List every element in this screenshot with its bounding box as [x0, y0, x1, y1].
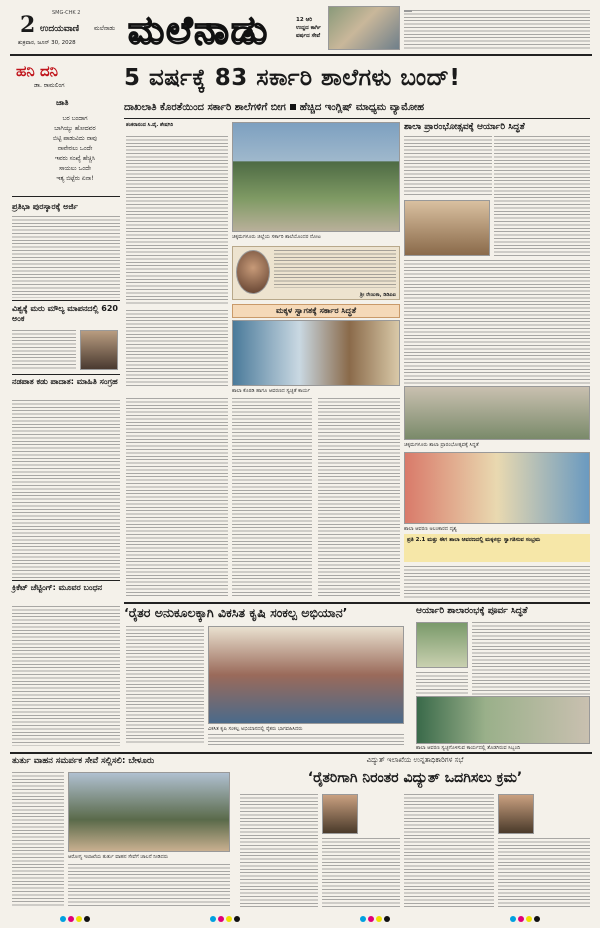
divider [10, 752, 592, 754]
poem-line: ನಾವೇರಲು ಒಂದೇ [57, 145, 93, 152]
classroom-caption: ಶಾಲಾ ಕೊಠಡಿ ಹಾಗೂ ಆವರಣದ ಸ್ವಚ್ಛತೆ ಕಾರ್ಯ [232, 388, 311, 394]
side-deck: ಶಾಲಾ ಪ್ರಾರಂಭೋತ್ಸವಕ್ಕೆ ಆರ್ಯಾರಿ ಸಿದ್ಧತೆ [404, 122, 525, 132]
right-photo-2-caption: ಚಿಕ್ಕಮಗಳೂರು ಶಾಲಾ ಪ್ರಾರಂಭೋತ್ಸವಕ್ಕೆ ಸಿದ್ಧತೆ [404, 442, 479, 448]
teaser-story-text [404, 10, 590, 50]
deck-left: ದಾಖಲಾತಿ ಕೊರತೆಯಿಂದ ಸರ್ಕಾರಿ ಶಾಲೆಗಳಿಗೆ ಬೀಗ [124, 101, 286, 113]
box-title: ಮಕ್ಕಳ ಸ್ವಾಗತಕ್ಕೆ ಸರ್ಕಾರ ಸಿದ್ಧತೆ [232, 304, 400, 318]
page-number: 2 [20, 12, 36, 38]
right-photo-3 [404, 452, 590, 524]
student-portrait [80, 330, 118, 370]
ddpi-portrait [236, 250, 270, 294]
deck-separator-icon [290, 104, 296, 110]
quote-text [274, 250, 396, 288]
quote-attribution: ಶ್ರೀ ರೇಣುಕಾ, ಡಿಡಿಪಿಐ [360, 292, 396, 298]
left-headline-2: ವಿಶ್ವಕ್ಕೆ ಮರು ಮೌಲ್ಯ ಮಾಪನದಲ್ಲಿ 620 ಅಂಕ [12, 304, 118, 323]
left-headline-1: ಪ್ರತಿಭಾ ಪುರಸ್ಕಾರಕ್ಕೆ ಅರ್ಜಿ [12, 202, 78, 211]
left-headline-3: ನಡಪಾತ ಕಡು ಪಾದಾತ: ಮಾಹಿತಿ ಸಂಗ್ರಹ [12, 377, 118, 386]
main-headline: 5 ವರ್ಷಕ್ಕೆ 83 ಸರ್ಕಾರಿ ಶಾಲೆಗಳು ಬಂದ್! [124, 65, 461, 91]
poem-line: ಇತ್ಯ ಬಿಟ್ಟೆರು ಏನಾ! [56, 175, 94, 182]
poem-line: ಸಾಯಲು ಒಂದೇ [59, 165, 91, 172]
highlight-box: ಪ್ರತಿ 2.1 ಮತ್ತು ಈಗ ಶಾಲಾ ಆವರಣದಲ್ಲಿ ಮಕ್ಕಳನ್ನು ಸ್ವಾಗತಿಸುವ ಸಂಭ್ರಮ [404, 534, 590, 562]
poem-line: ಬಿಟ್ಟಿ ಪಾಡುವಿದು ನಾವು [53, 135, 97, 142]
honi-dani-byline: ಡಾ. ರಾಮಲಿಂಗ [34, 82, 65, 89]
electricity-portrait-2 [498, 794, 534, 834]
electricity-kicker: ವಿದ್ಯುತ್ ಇಲಾಖೆಯ ಉನ್ನತಾಧಿಕಾರಿಗಳ ಸಭೆ [366, 756, 464, 764]
poem-line: ಬರ ಬಂದಾಗ [62, 115, 88, 122]
right-photo-2 [404, 386, 590, 440]
poem-line: ಇವರು ಸಂಖ್ಯೆ ಹೆಚ್ಚಿಸಿ [54, 155, 96, 162]
krishi-text-below [208, 734, 404, 746]
divider [12, 580, 120, 581]
paper-name: ಉದಯವಾಣಿ [40, 24, 80, 34]
bottom-left-photo [68, 772, 230, 852]
bottom-left-text [12, 772, 64, 908]
main-story-body-c [318, 398, 400, 598]
right-story-text-2 [494, 136, 590, 256]
classroom-photo [232, 320, 400, 386]
main-story-body-b [232, 398, 312, 598]
right-story-text-4 [404, 566, 590, 598]
aaryari-photo [416, 696, 590, 744]
aaryari-caption: ಶಾಲಾ ಆವರಣ ಸ್ವಚ್ಛಗೊಳಿಸುವ ಕಾರ್ಯದಲ್ಲಿ ತೊಡಗಿರುವ ಸಿಬ್ಬಂದಿ [416, 745, 521, 751]
main-story-col-2 [126, 310, 228, 388]
honi-dani-poem [30, 114, 120, 184]
right-photo-1 [404, 200, 490, 256]
krishi-caption: ವಿಕಸಿತ ಕೃಷಿ ಸಂಕಲ್ಪ ಅಭಿಯಾನದಲ್ಲಿ ರೈತರು ಭಾಗವಹಿಸಿದರು [208, 726, 303, 732]
left-story-3-text [12, 400, 120, 578]
paper-suffix: ಮಲೆನಾಡು [94, 25, 116, 32]
main-story-body-a [126, 398, 228, 598]
deck-row [124, 100, 590, 114]
krishi-headline: ‘ರೈತರ ಅನುಕೂಲಕ್ಕಾಗಿ ವಿಕಸಿತ ಕೃಷಿ ಸಂಕಲ್ಪ ಅಭಿಯಾನ’ [124, 605, 348, 620]
divider [12, 300, 120, 301]
left-headline-4: ಕ್ರಿಕೆಟ್ ಚೆಟ್ಟಿಂಗ್: ಮೂವರ ಬಂಧನ [12, 583, 103, 592]
krishi-text-col [126, 626, 204, 744]
school-photo [232, 122, 400, 232]
electricity-headline: ‘ರೈತರಿಗಾಗಿ ನಿರಂತರ ವಿದ್ಯುತ್ ಒದಗಿಸಲು ಕ್ರಮ’ [307, 770, 523, 786]
main-story-col-1 [126, 136, 228, 306]
honi-dani-subhead: ಜಾತಿ [56, 98, 69, 107]
electricity-text-1 [240, 794, 318, 908]
electricity-text-2 [322, 838, 400, 908]
bottom-left-caption: ಆರೋಗ್ಯ ಇಲಾಖೆಯ ತುರ್ತು ವಾಹನ ಸೇವೆಗೆ ಚಾಲನೆ ನೀಡಿದರು [68, 854, 169, 860]
honi-dani-title: ಹನಿ ದನಿ [16, 62, 58, 80]
date-line: ಶುಕ್ರವಾರ, ಜೂನ್ 30, 2028 [18, 40, 76, 46]
right-photo-3-caption: ಶಾಲಾ ಆವರಣ ಅಲಂಕಾರದ ದೃಶ್ಯ [404, 526, 457, 532]
registration-marks [0, 914, 600, 924]
teaser-photo [328, 6, 400, 50]
section-title: ಮಲೆನಾಡು [128, 7, 270, 52]
bottom-left-text-2 [68, 864, 230, 908]
edition-tag: SMG-CHK 2 [52, 10, 81, 16]
aaryari-headline: ಆರ್ಯಾರಿ ಶಾಲಾರಂಭಕ್ಕೆ ಪೂರ್ವ ಸಿದ್ಧತೆ [416, 606, 528, 616]
aaryari-photo-small [416, 622, 468, 668]
electricity-text-4 [498, 838, 590, 908]
right-story-text-1 [404, 136, 492, 196]
bottom-left-headline: ತುರ್ತು ವಾಹನ ಸಮರ್ಪಕ ಸೇವೆ ಸಲ್ಲಿಸಲಿ: ಬೇಳೂರು [12, 756, 155, 766]
divider [12, 374, 120, 375]
poem-line: ಬಾಗಿಯ್ಯು ಹೋದವರ [54, 125, 96, 132]
left-story-2-text [12, 330, 76, 370]
krishi-photo [208, 626, 404, 724]
electricity-portrait [322, 794, 358, 834]
teaser-photo-small [404, 10, 412, 12]
left-story-1-text [12, 216, 120, 298]
deck-right: ಹೆಚ್ಚಿದ ಇಂಗ್ಲಿಷ್ ಮಾಧ್ಯಮ ವ್ಯಾಮೋಹ [299, 101, 425, 113]
school-photo-caption: ಚಿಕ್ಕಮಗಳೂರು ಜಿಲ್ಲೆಯ ಸರ್ಕಾರಿ ಶಾಲೆಯೊಂದರ ನೋಟ [232, 234, 321, 240]
main-byline: ಶಂಕರಾನಂದ ಸಿ.ವೈ. ಶೇಷಗಿರಿ [126, 122, 174, 128]
masthead-rule [10, 54, 592, 56]
left-story-4-text [12, 606, 120, 746]
teaser-text: 12 ಆರಿ ಉದ್ದದ ಕಾರ್ಗಿ ವರ್ಷದ ಸೇವೆ [296, 17, 321, 39]
electricity-text-3 [404, 794, 494, 908]
divider [12, 196, 120, 197]
divider [124, 118, 590, 119]
right-story-text-3 [404, 260, 590, 384]
